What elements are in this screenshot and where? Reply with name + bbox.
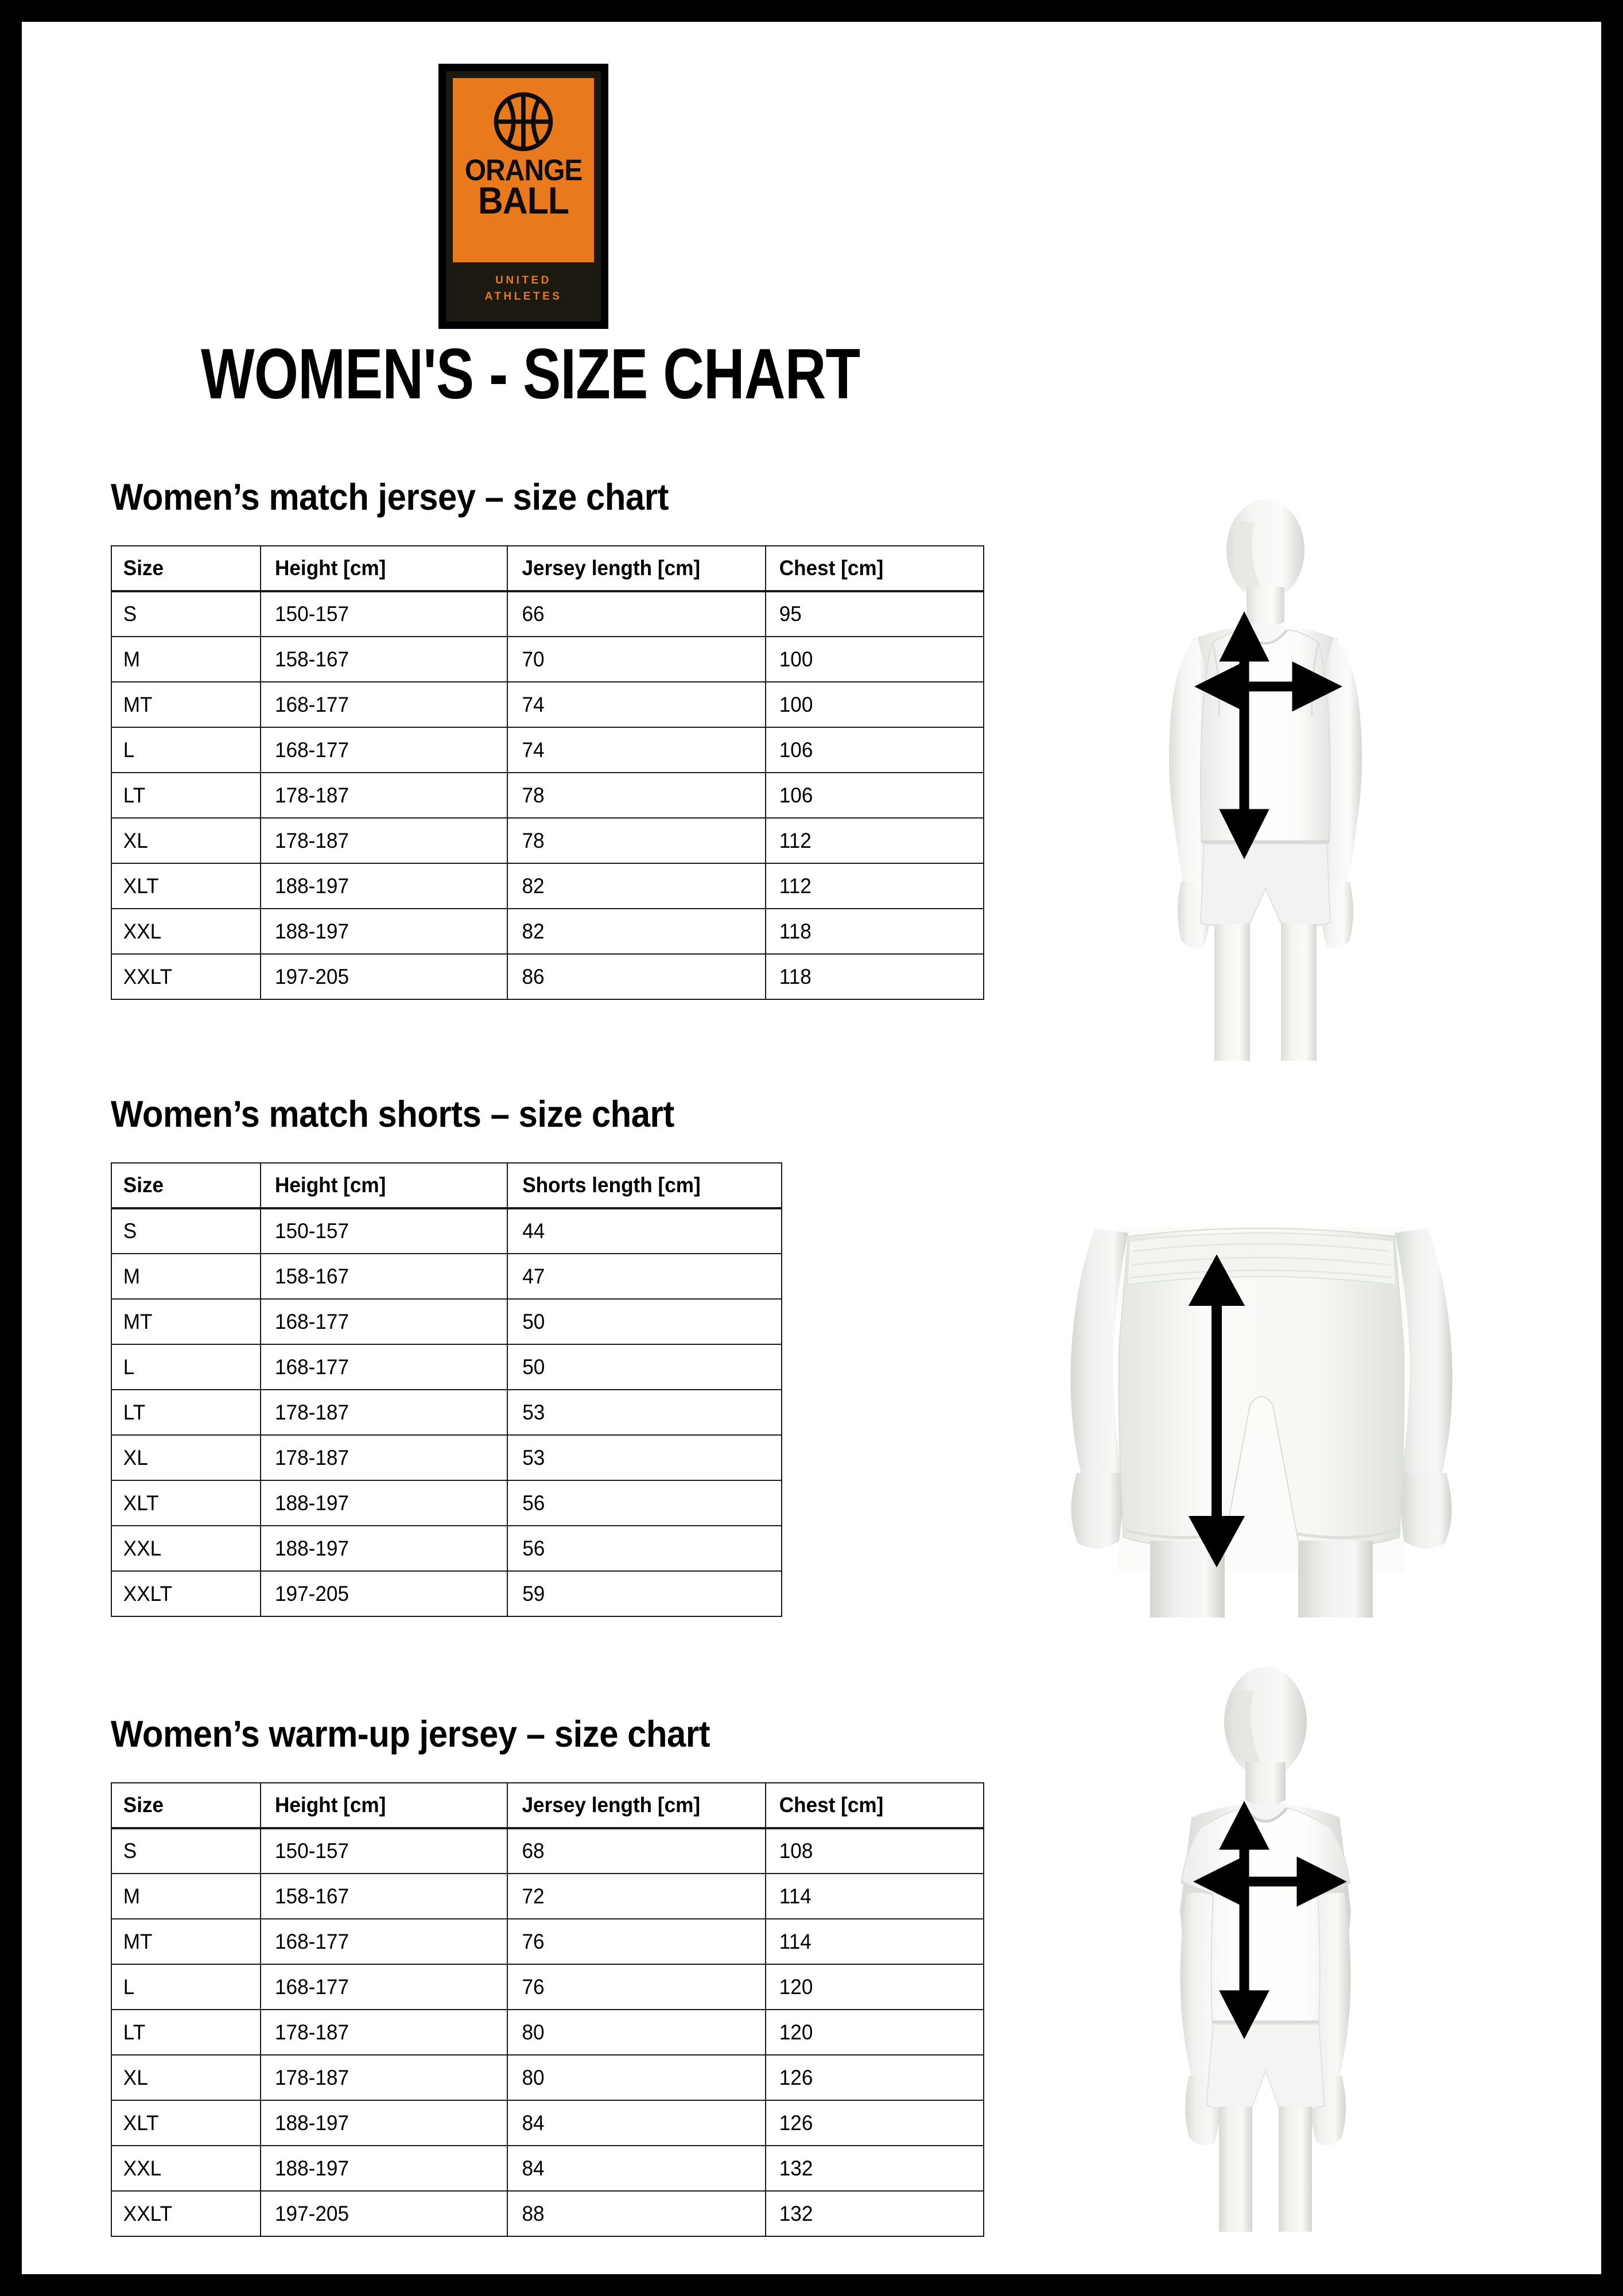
mannequin-tshirt (1079, 1652, 1452, 2232)
col-header-size: Size (115, 1783, 257, 1828)
cell-chest: 126 (771, 2055, 979, 2100)
cell-size: MT (115, 682, 257, 727)
cell-jersey-length: 84 (514, 2146, 759, 2191)
cell-shorts-length: 53 (514, 1435, 775, 1480)
cell-chest: 108 (771, 1828, 979, 1874)
cell-size: XXLT (115, 2191, 257, 2236)
col-header-chest: Chest [cm] (771, 1783, 979, 1828)
section-heading: Women’s match shorts – size chart (111, 1093, 674, 1135)
cell-height: 158-167 (267, 1254, 502, 1299)
basketball-icon (492, 91, 554, 153)
col-header-height: Height [cm] (267, 1163, 502, 1208)
cell-shorts-length: 59 (514, 1571, 775, 1616)
col-header-shorts-length: Shorts length [cm] (514, 1163, 775, 1208)
table-row (111, 2146, 984, 2191)
col-header-jersey-length: Jersey length [cm] (514, 1783, 759, 1828)
table-row (111, 1964, 984, 2010)
cell-height: 178-187 (267, 2055, 502, 2100)
cell-jersey-length: 84 (514, 2100, 759, 2146)
cell-size: XLT (115, 1480, 257, 1526)
cell-height: 188-197 (267, 909, 502, 954)
table-row (111, 2010, 984, 2055)
table-row (111, 818, 984, 863)
cell-height: 197-205 (267, 2191, 502, 2236)
table-row (111, 1480, 782, 1526)
table-row (111, 773, 984, 818)
table-row (111, 863, 984, 909)
cell-height: 168-177 (267, 1919, 502, 1964)
cell-chest: 132 (771, 2146, 979, 2191)
cell-shorts-length: 50 (514, 1344, 775, 1390)
cell-size: XL (115, 818, 257, 863)
table-warmup-jersey (111, 1782, 984, 2237)
logo-dark-panel (453, 262, 594, 315)
cell-height: 188-197 (267, 1480, 502, 1526)
cell-chest: 106 (771, 727, 979, 773)
cell-shorts-length: 44 (514, 1208, 775, 1254)
cell-jersey-length: 82 (514, 909, 759, 954)
cell-chest: 114 (771, 1919, 979, 1964)
table-row (111, 1571, 782, 1616)
cell-chest: 112 (771, 818, 979, 863)
mannequin-sleeveless-jersey (1079, 487, 1452, 1061)
cell-jersey-length: 66 (514, 591, 759, 637)
cell-height: 150-157 (267, 591, 502, 637)
logo-inner-frame (446, 71, 601, 321)
cell-size: XXLT (115, 1571, 257, 1616)
cell-shorts-length: 50 (514, 1299, 775, 1344)
cell-chest: 118 (771, 909, 979, 954)
cell-chest: 118 (771, 954, 979, 999)
cell-jersey-length: 74 (514, 727, 759, 773)
cell-jersey-length: 78 (514, 818, 759, 863)
table-row (111, 1874, 984, 1919)
cell-jersey-length: 76 (514, 1919, 759, 1964)
cell-chest: 95 (771, 591, 979, 637)
cell-size: XLT (115, 2100, 257, 2146)
logo-orange-panel (453, 78, 594, 262)
cell-jersey-length: 80 (514, 2010, 759, 2055)
table-row (111, 1526, 782, 1571)
col-header-size: Size (115, 1163, 257, 1208)
cell-height: 197-205 (267, 954, 502, 999)
section-match-shorts (111, 1095, 782, 1617)
cell-jersey-length: 78 (514, 773, 759, 818)
cell-height: 188-197 (267, 2146, 502, 2191)
cell-size: LT (115, 2010, 257, 2055)
table-row (111, 1344, 782, 1390)
cell-shorts-length: 56 (514, 1480, 775, 1526)
cell-height: 197-205 (267, 1571, 502, 1616)
col-header-size: Size (115, 546, 257, 591)
cell-shorts-length: 53 (514, 1390, 775, 1435)
table-row (111, 1435, 782, 1480)
cell-height: 168-177 (267, 1964, 502, 2010)
cell-height: 168-177 (267, 682, 502, 727)
cell-height: 178-187 (267, 1435, 502, 1480)
cell-jersey-length: 70 (514, 637, 759, 682)
col-header-height: Height [cm] (267, 546, 502, 591)
table-row (111, 591, 984, 637)
table-match-jersey (111, 545, 984, 1000)
cell-chest: 112 (771, 863, 979, 909)
logo-outer-frame (438, 64, 608, 329)
table-row (111, 954, 984, 999)
cell-height: 150-157 (267, 1208, 502, 1254)
cell-chest: 120 (771, 1964, 979, 2010)
cell-height: 178-187 (267, 773, 502, 818)
logo-word-ball: BALL (477, 179, 569, 222)
table-match-shorts (111, 1162, 782, 1617)
cell-height: 150-157 (267, 1828, 502, 1874)
cell-jersey-length: 72 (514, 1874, 759, 1919)
cell-height: 158-167 (267, 1874, 502, 1919)
cell-size: XXL (115, 2146, 257, 2191)
table-row (111, 1254, 782, 1299)
cell-chest: 100 (771, 682, 979, 727)
mannequin-shorts (1032, 1216, 1485, 1618)
cell-chest: 132 (771, 2191, 979, 2236)
cell-jersey-length: 76 (514, 1964, 759, 2010)
table-row (111, 2191, 984, 2236)
cell-height: 168-177 (267, 1299, 502, 1344)
cell-height: 158-167 (267, 637, 502, 682)
cell-size: M (115, 637, 257, 682)
cell-chest: 100 (771, 637, 979, 682)
table-row (111, 1390, 782, 1435)
cell-size: S (115, 1828, 257, 1874)
cell-chest: 106 (771, 773, 979, 818)
cell-size: LT (115, 773, 257, 818)
col-header-jersey-length: Jersey length [cm] (514, 546, 759, 591)
table-row (111, 909, 984, 954)
cell-jersey-length: 86 (514, 954, 759, 999)
table-row (111, 727, 984, 773)
section-match-jersey (111, 478, 984, 1000)
cell-height: 188-197 (267, 2100, 502, 2146)
cell-chest: 114 (771, 1874, 979, 1919)
table-header-row (111, 546, 984, 591)
logo-word-orange: ORANGE (464, 154, 583, 187)
cell-jersey-length: 88 (514, 2191, 759, 2236)
logo-subtitle-athletes: ATHLETES (484, 290, 562, 302)
cell-size: L (115, 1964, 257, 2010)
cell-size: XL (115, 2055, 257, 2100)
brand-logo (438, 64, 608, 329)
table-header-row (111, 1783, 984, 1828)
table-row (111, 1919, 984, 1964)
cell-size: XL (115, 1435, 257, 1480)
cell-shorts-length: 47 (514, 1254, 775, 1299)
document-page (22, 22, 1601, 2274)
cell-size: XXL (115, 1526, 257, 1571)
cell-jersey-length: 82 (514, 863, 759, 909)
cell-size: M (115, 1874, 257, 1919)
cell-chest: 120 (771, 2010, 979, 2055)
cell-size: XXL (115, 909, 257, 954)
table-row (111, 2100, 984, 2146)
cell-height: 178-187 (267, 818, 502, 863)
cell-size: MT (115, 1299, 257, 1344)
table-row (111, 682, 984, 727)
section-heading: Women’s match jersey – size chart (111, 476, 669, 518)
cell-chest: 126 (771, 2100, 979, 2146)
table-row (111, 2055, 984, 2100)
cell-height: 188-197 (267, 863, 502, 909)
logo-subtitle-united: UNITED (495, 274, 552, 287)
col-header-chest: Chest [cm] (771, 546, 979, 591)
col-header-height: Height [cm] (267, 1783, 502, 1828)
cell-jersey-length: 80 (514, 2055, 759, 2100)
table-header-row (111, 1163, 782, 1208)
cell-height: 168-177 (267, 727, 502, 773)
table-row (111, 637, 984, 682)
section-warmup-jersey (111, 1715, 984, 2237)
cell-jersey-length: 68 (514, 1828, 759, 1874)
cell-size: L (115, 1344, 257, 1390)
cell-size: S (115, 1208, 257, 1254)
cell-size: MT (115, 1919, 257, 1964)
table-row (111, 1299, 782, 1344)
cell-size: S (115, 591, 257, 637)
cell-jersey-length: 74 (514, 682, 759, 727)
cell-height: 188-197 (267, 1526, 502, 1571)
table-row (111, 1828, 984, 1874)
page-title: WOMEN'S - SIZE CHART (201, 335, 860, 414)
cell-size: XLT (115, 863, 257, 909)
cell-size: XXLT (115, 954, 257, 999)
cell-height: 168-177 (267, 1344, 502, 1390)
cell-height: 178-187 (267, 1390, 502, 1435)
section-heading: Women’s warm-up jersey – size chart (111, 1713, 710, 1755)
cell-size: L (115, 727, 257, 773)
cell-shorts-length: 56 (514, 1526, 775, 1571)
table-row (111, 1208, 782, 1254)
cell-size: LT (115, 1390, 257, 1435)
cell-size: M (115, 1254, 257, 1299)
cell-height: 178-187 (267, 2010, 502, 2055)
